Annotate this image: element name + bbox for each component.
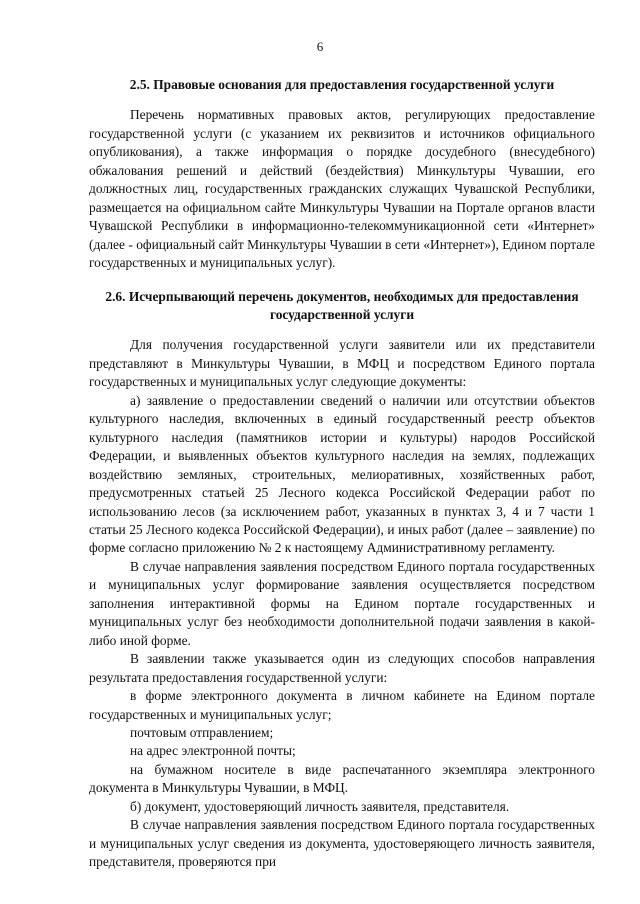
section-2-6-method-email: на адрес электронной почты; (130, 743, 296, 759)
page-content (89, 76, 595, 872)
section-2-6-item-b: б) документ, удостоверяющий личность заявителя, представителя. (130, 798, 510, 814)
section-2-6-item-a: а) заявление о предоставлении сведений о наличии или отсутствии объектов культурного наследия, включенных в единый государственный реестр объектов культурного наследия (памятников истории и культуры) народов Российской Федерации, и выявленных объектов культурного наследия на землях, подлежащих воздействию земляных, строительных, мелиоративных, хозяйственных работ, предусмотренных статьей 25 Лесного кодекса Российской Федерации работ по использованию лесов (за исключением работ, указанных в пунктах 3, 4 и 7 части 1 статьи 25 Лесного кодекса Российской Федерации), и иных работ (далее – заявление) по форме согласно приложению № 2 к настоящему Административному регламенту. (89, 392, 595, 556)
section-2-5-paragraph: Перечень нормативных правовых актов, регулирующих предоставление государственной услуги (с указанием их реквизитов и источников официального опубликования), а также информация о порядке досудебного (внесудебного) обжалования решений и действий (бездействия) Минкультуры Чувашии, его должностных лиц, государственных гражданских служащих Чувашской Республики, размещается на официальном сайте Минкультуры Чувашии на Портале органов власти Чувашской Республики в информационно-телекоммуникационной сети «Интернет» (далее - официальный сайт Минкультуры Чувашии в сети «Интернет»), Едином портале государственных и муниципальных услуг). (89, 107, 595, 271)
section-2-6-paragraph-identity: В случае направления заявления посредством Единого портала государственных и муниципальных услуг сведения из документа, удостоверяющего личность заявителя, представителя, проверяются при (89, 817, 595, 870)
section-2-5-heading: 2.5. Правовые основания для предоставления государственной услуги (129, 77, 555, 92)
section-2-6-method-post: почтовым отправлением; (130, 724, 274, 740)
section-2-6-method-electronic: в форме электронного документа в личном кабинете на Едином портале государственных и муниципальных услуг; (89, 688, 595, 722)
section-2-6-paragraph-methods: В заявлении также указывается один из следующих способов направления результата предоставления государственной услуги: (89, 651, 595, 685)
section-2-6-paragraph-1: Для получения государственной услуги заявители или их представители представляют в Минкультуры Чувашии, в МФЦ и посредством Единого портала государственных и муниципальных услуг следующие документы: (89, 337, 595, 390)
section-2-6-heading: 2.6. Исчерпывающий перечень документов, необходимых для предоставления государственной услуги (105, 288, 579, 322)
section-2-6-method-paper: на бумажном носителе в виде распечатанного экземпляра электронного документа в Минкультуры Чувашии, в МФЦ. (89, 761, 595, 796)
section-2-6-paragraph-portal: В случае направления заявления посредством Единого портала государственных и муниципальных услуг формирование заявления осуществляется посредством заполнения интерактивной формы на Едином портале государственных и муниципальных услуг без необходимости дополнительной подачи заявления в какой-либо иной форме. (89, 558, 595, 648)
page-number: 6 (316, 39, 324, 54)
